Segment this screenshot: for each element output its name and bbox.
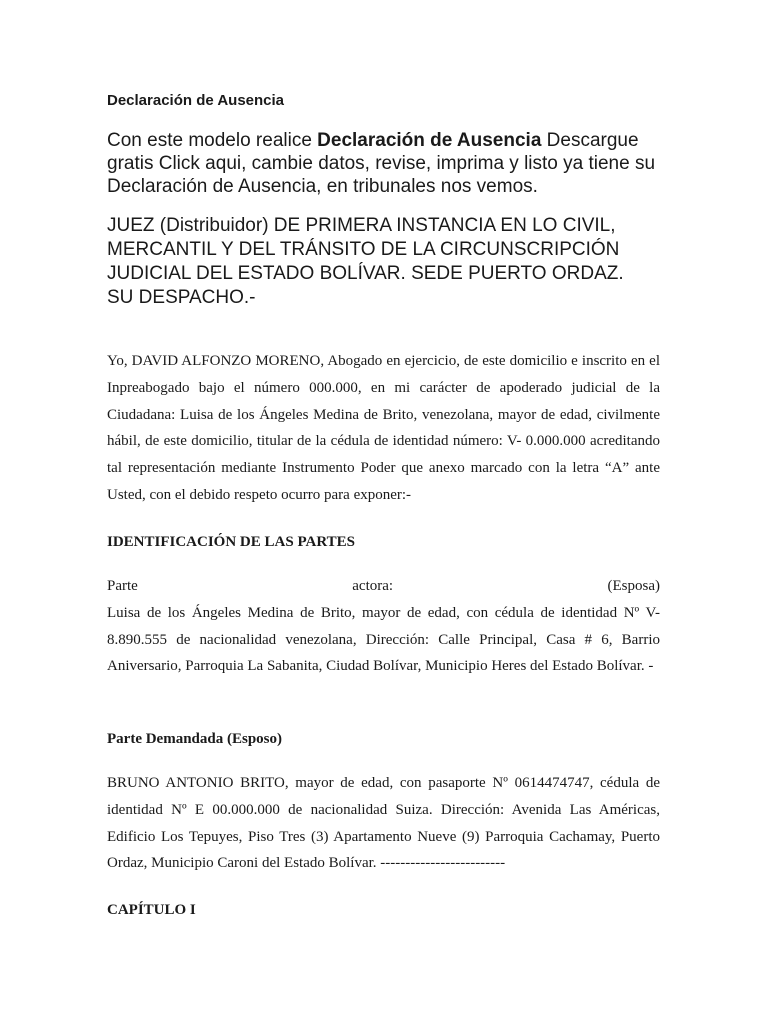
court-line: JUDICIAL DEL ESTADO BOLÍVAR. SEDE PUERTO ORDAZ.	[107, 263, 624, 284]
intro-text-before: Con este modelo realice	[107, 130, 318, 151]
intro-paragraph	[107, 129, 667, 198]
actora-label-part: Parte	[107, 578, 138, 594]
court-line: JUEZ (Distribuidor) DE PRIMERA INSTANCIA EN LO CIVIL,	[107, 215, 616, 236]
court-line: SU DESPACHO.-	[107, 287, 256, 308]
demandada-paragraph: BRUNO ANTONIO BRITO, mayor de edad, con pasaporte Nº 0614474747, cédula de identidad Nº E 00.000.000 de nacionalidad Suiza. Dirección: Avenida Las Américas, Edificio Los Tepuyes, Piso Tres (3) Apartamento Nueve (9) Parroquia Cachamay, Puerto Ordaz, Municipio Caroni del Estado Bolívar. -------------------------	[107, 775, 660, 872]
court-address	[107, 214, 667, 310]
intro-text-after: Descargue gratis Click aqui, cambie datos, revise, imprima y listo ya tiene su Declaración de Ausencia, en tribunales nos vemos.	[107, 130, 656, 197]
document-title: Declaración de Ausencia	[107, 92, 285, 109]
actora-text: Luisa de los Ángeles Medina de Brito, mayor de edad, con cédula de identidad Nº V-8.890.555 de nacionalidad venezolana, Dirección: Calle Principal, Casa # 6, Barrio Aniversario, Parroquia La Sabanita, Ciudad Bolívar, Municipio Heres del Estado Bolívar. -	[107, 604, 660, 675]
chapter-heading: CAPÍTULO I	[107, 902, 196, 918]
court-line: MERCANTIL Y DEL TRÁNSITO DE LA CIRCUNSCRIPCIÓN	[107, 239, 620, 260]
actora-label-part: (Esposa)	[607, 578, 660, 594]
actora-label-part: actora:	[352, 578, 394, 594]
section-heading: IDENTIFICACIÓN DE LAS PARTES	[107, 534, 355, 550]
opening-paragraph: Yo, DAVID ALFONZO MORENO, Abogado en ejercicio, de este domicilio e inscrito en el Inpreabogado bajo el número 000.000, en mi carácter de apoderado judicial de la Ciudadana: Luisa de los Ángeles Medina de Brito, venezolana, mayor de edad, civilmente hábil, de este domicilio, titular de la cédula de identidad número: V- 0.000.000 acreditando tal representación mediante Instrumento Poder que anexo marcado con la letra “A” ante Usted, con el debido respeto ocurro para exponer:-	[107, 353, 660, 503]
actora-block	[107, 573, 660, 680]
demandada-heading: Parte Demandada (Esposo)	[107, 731, 282, 747]
intro-bold-link: Declaración de Ausencia	[317, 130, 542, 151]
actora-label-line	[107, 573, 660, 600]
